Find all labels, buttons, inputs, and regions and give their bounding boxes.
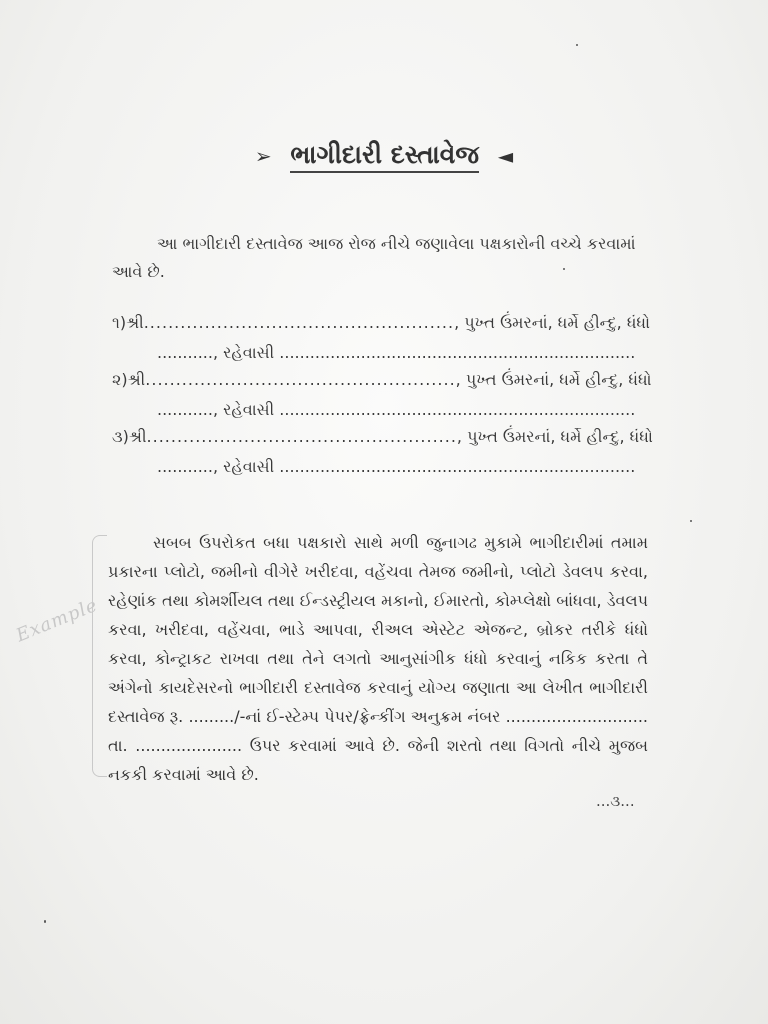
page-number: ...૩... — [596, 792, 635, 810]
party-number: ૧) — [112, 313, 127, 332]
party-number: ૩) — [112, 427, 129, 446]
party-entry-2 — [112, 365, 652, 425]
party-name-blank: ................................................... — [143, 313, 455, 332]
intro-paragraph — [112, 230, 647, 286]
party-details: , પુખ્ત ઉંમરનાં, ધર્મે હીન્દુ, ધંધો — [456, 427, 653, 446]
margin-bracket — [92, 535, 107, 777]
party-residence-line: ..........., રહેવાસી ...................................................................... — [157, 457, 636, 476]
party-residence-line: ..........., રહેવાસી ...................................................................... — [157, 400, 636, 419]
scan-speck — [690, 520, 692, 522]
party-honorific: શ્રી — [127, 370, 146, 389]
party-honorific: શ્રી — [126, 313, 144, 332]
scan-speck — [44, 920, 46, 923]
scan-speck — [563, 268, 565, 270]
party-name-blank: ................................................... — [146, 427, 457, 446]
body-text: સબબ ઉપરોકત બધા પક્ષકારો સાથે મળી જુનાગઢ મુકામે ભાગીદારીમાં તમામ પ્રકારના પ્લોટો, જમીનો વીગેરે ખરીદવા, વહેંચવા તેમજ જમીનો, પ્લોટો ડેવલપ કરવા, રહેણાંક તથા કોમર્શીયલ તથા ઈન્ડસ્ટ્રીયલ મકાનો, ઈમારતો, કોમ્પ્લેક્ષો બાંધવા, ડેવલપ કરવા, ખરીદવા, વહેંચવા, ભાડે આપવા, રીઅલ એસ્ટેટ એજન્ટ, બ્રોકર તરીકે ધંધો કરવા, કોન્ટ્રાકટ રાખવા તથા તેને લગતો આનુસાંગીક ધંધો કરવાનું નકિક કરતા તે અંગેનો કાયદેસરનો ભાગીદારી દસ્તાવેજ કરવાનું યોગ્ય જણાતા આ લેખીત ભાગીદારી દસ્તાવેજ રૂ. ........./-નાં ઈ-સ્ટેમ્પ પેપર/ફ્રેન્કીંગ અનુક્રમ નંબર ............................ તા. ..................... ઉપર કરવામાં આવે છે. જેની શરતો તથા વિગતો નીચે મુજબ નકકી કરવામાં આવે છે. — [108, 533, 648, 784]
example-watermark: Example — [13, 594, 101, 647]
scan-speck — [576, 44, 578, 46]
party-number: ૨) — [112, 370, 128, 389]
body-paragraph — [108, 528, 648, 789]
party-entry-1 — [112, 308, 651, 368]
party-details: , પુખ્ત ઉંમરનાં, ધર્મે હીન્દુ, ધંધો — [455, 370, 652, 389]
document-title — [0, 140, 768, 170]
left-arrow-icon: ➢ — [254, 144, 272, 168]
title-text: ભાગીદારી દસ્તાવેજ — [290, 140, 479, 173]
party-residence-line: ..........., રહેવાસી ...................................................................... — [157, 343, 636, 362]
party-name-blank: ................................................... — [145, 370, 456, 389]
party-honorific: શ્રી — [128, 427, 147, 446]
intro-text: આ ભાગીદારી દસ્તાવેજ આજ રોજ નીચે જણાવેલા પક્ષકારોની વચ્ચે કરવામાં આવે છે. — [112, 234, 636, 281]
party-details: , પુખ્ત ઉંમરનાં, ધર્મે હીન્દુ, ધંધો — [454, 313, 651, 332]
party-entry-3 — [112, 422, 653, 482]
right-arrow-icon: ◄ — [497, 144, 514, 168]
